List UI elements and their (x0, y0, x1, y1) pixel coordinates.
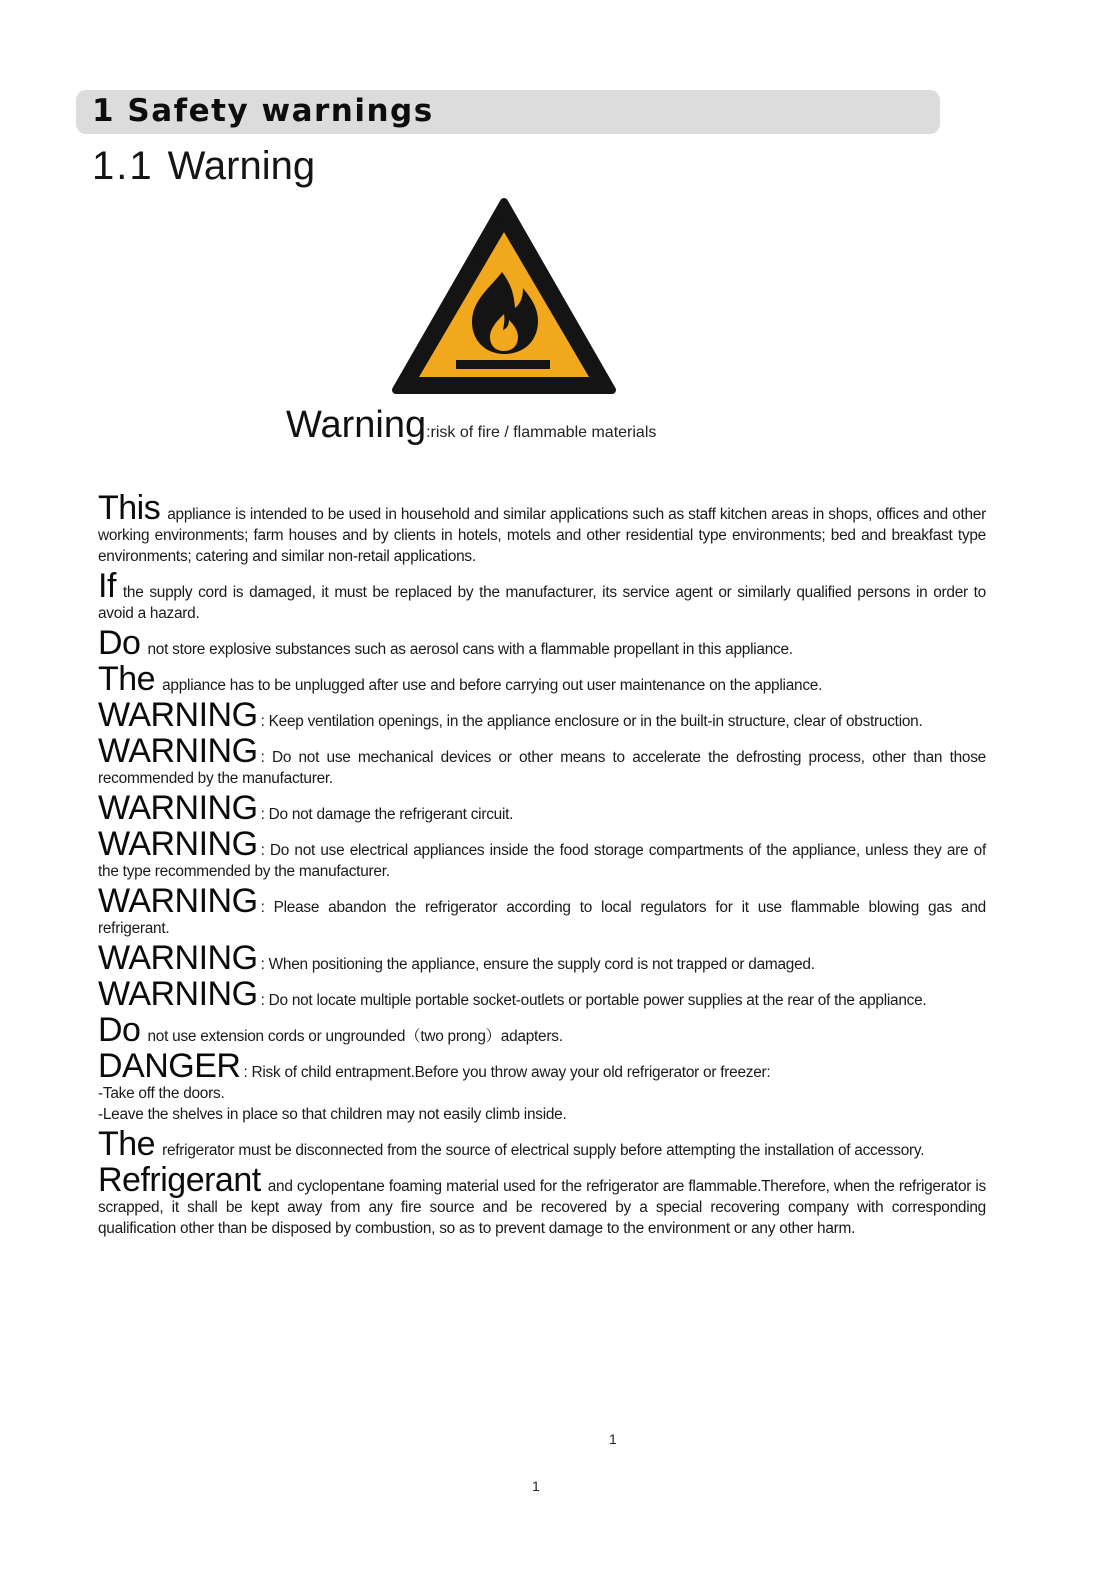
paragraph-warning-refrigerant-circuit (98, 789, 986, 827)
paragraph-text: : Risk of child entrapment.Before you throw away your old refrigerator or freezer: (243, 1064, 771, 1081)
safety-paragraphs (98, 489, 986, 1246)
sign-caption (286, 404, 656, 447)
caption-text: :risk of fire / flammable materials (426, 424, 657, 441)
subsection-number: 1.1 (92, 144, 154, 188)
section-title: 1 Safety warnings (92, 93, 434, 129)
paragraph-text: not store explosive substances such as aerosol cans with a flammable propellant in this appliance. (147, 641, 793, 658)
caption-lead: Warning (286, 404, 427, 446)
paragraph-explosive-substances (98, 624, 986, 662)
paragraph-text: : Do not locate multiple portable socket-outlets or portable power supplies at the rear of the appliance. (260, 992, 927, 1009)
paragraph-intended-use (98, 489, 986, 567)
paragraph-lead: WARNING (98, 975, 258, 1013)
paragraph-text: : Do not use mechanical devices or other means to accelerate the defrosting process, other than those recommended by the manufacturer. (98, 749, 986, 787)
paragraph-warning-defrosting (98, 732, 986, 789)
paragraph-text: : Do not damage the refrigerant circuit. (260, 806, 514, 823)
paragraph-lead: WARNING (98, 732, 258, 770)
paragraph-warning-ventilation (98, 696, 986, 734)
paragraph-text: the supply cord is damaged, it must be replaced by the manufacturer, its service agent or similarly qualified persons in order to avoid a hazard. (98, 584, 986, 622)
paragraph-text: appliance is intended to be used in household and similar applications such as staff kitchen areas in shops, offices and other working environments; farm houses and by clients in hotels, motels and other residential type environments; bed and breakfast type environments; catering and similar non-retail applications. (98, 506, 986, 565)
paragraph-lead: DANGER (98, 1047, 241, 1085)
danger-step: -Leave the shelves in place so that children may not easily climb inside. (98, 1106, 567, 1123)
paragraph-text: : Keep ventilation openings, in the appliance enclosure or in the built-in structure, clear of obstruction. (260, 713, 923, 730)
paragraph-lead: Do (98, 624, 141, 662)
paragraph-unplug (98, 660, 986, 698)
paragraph-lead: Do (98, 1011, 141, 1049)
page-number: 1 (609, 1431, 617, 1447)
paragraph-text: and cyclopentane foaming material used for the refrigerator are flammable.Therefore, when the refrigerator is scrapped, it shall be kept away from any fire source and be recovered by a special recovering company with corresponding qualification other than be disposed by combustion, so as to prevent damage to the environment or any other harm. (98, 1178, 986, 1237)
paragraph-warning-disposal (98, 882, 986, 939)
subsection-title: Warning (167, 144, 316, 188)
paragraph-text: not use extension cords or ungrounded（two prong）adapters. (147, 1028, 563, 1045)
paragraph-lead: WARNING (98, 789, 258, 827)
paragraph-text: refrigerator must be disconnected from the source of electrical supply before attempting the installation of accessory. (162, 1142, 925, 1159)
paragraph-text: appliance has to be unplugged after use and before carrying out user maintenance on the appliance. (162, 677, 823, 694)
paragraph-lead: WARNING (98, 882, 258, 920)
paragraph-lead: WARNING (98, 939, 258, 977)
paragraph-lead: WARNING (98, 696, 258, 734)
paragraph-text: : When positioning the appliance, ensure the supply cord is not trapped or damaged. (260, 956, 815, 973)
paragraph-refrigerant-flammable (98, 1161, 986, 1239)
page-number-footer: 1 (532, 1478, 540, 1494)
paragraph-lead: If (98, 567, 116, 605)
paragraph-lead: WARNING (98, 825, 258, 863)
paragraph-extension-cords (98, 1011, 986, 1049)
paragraph-lead: The (98, 660, 156, 698)
flammable-fire-warning-icon (390, 196, 618, 396)
section-banner (76, 90, 940, 134)
paragraph-lead: The (98, 1125, 156, 1163)
paragraph-warning-electrical-appliances (98, 825, 986, 882)
paragraph-lead: Refrigerant (98, 1161, 261, 1199)
paragraph-supply-cord (98, 567, 986, 624)
paragraph-warning-positioning (98, 939, 986, 977)
paragraph-warning-socket-outlets (98, 975, 986, 1013)
danger-step: -Take off the doors. (98, 1085, 225, 1102)
paragraph-lead: This (98, 489, 161, 527)
paragraph-accessory-installation (98, 1125, 986, 1163)
paragraph-text: : Do not use electrical appliances inside the food storage compartments of the appliance, unless they are of the type recommended by the manufacturer. (98, 842, 986, 880)
paragraph-danger-entrapment (98, 1047, 986, 1125)
paragraph-text: : Please abandon the refrigerator according to local regulators for it use flammable blowing gas and refrigerant. (98, 899, 986, 937)
subsection-heading (92, 144, 315, 189)
